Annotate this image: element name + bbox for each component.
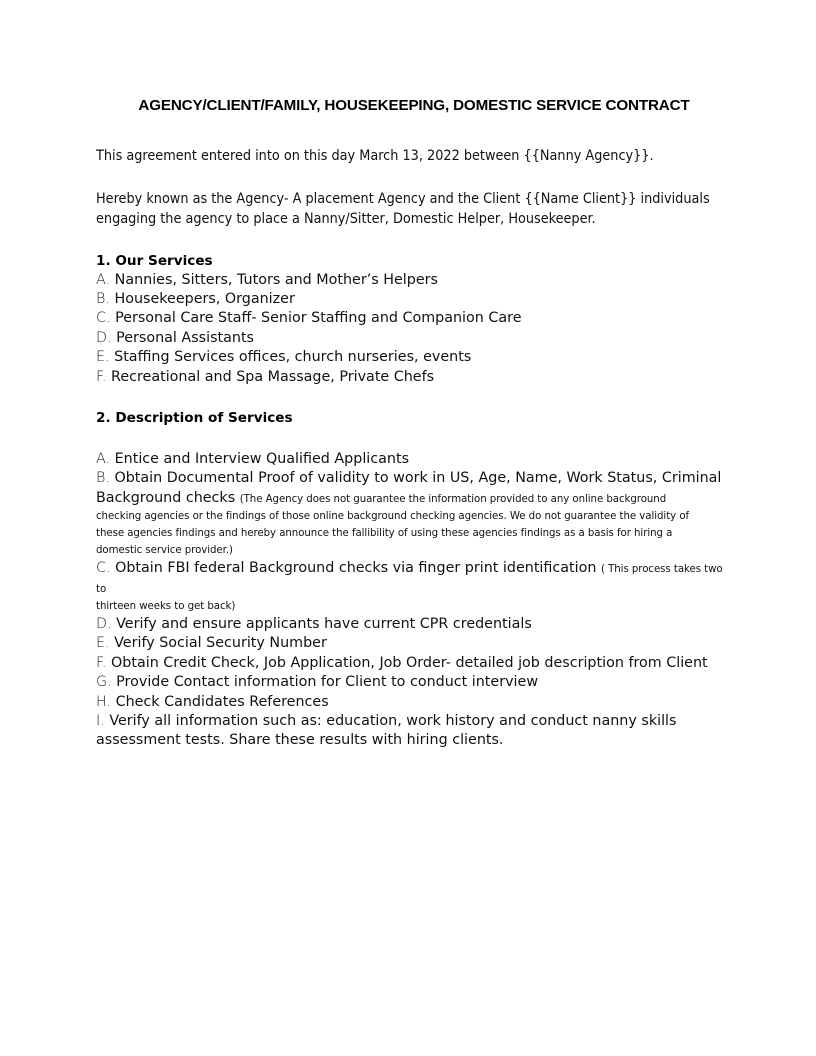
list-text: Verify and ensure applicants have current CPR credentials	[116, 615, 532, 632]
list-text: Recreational and Spa Massage, Private Chefs	[111, 368, 435, 385]
spacer	[96, 116, 732, 146]
list-marker: E.	[96, 635, 110, 652]
list-item	[96, 290, 732, 309]
list-text: Staffing Services offices, church nurseries, events	[114, 349, 472, 366]
list-text: Obtain Credit Check, Job Application, Job Order- detailed job description from Client	[111, 654, 708, 671]
our-services-list	[96, 271, 732, 387]
fine-print-note: checking agencies or the findings of those online background checking agencies. We do not guarantee the validity of	[96, 511, 690, 523]
list-item	[96, 348, 732, 367]
list-marker: A.	[96, 271, 111, 288]
preamble-line-1: Hereby known as the Agency- A placement Agency and the Client {{Name Client}} individuals	[96, 190, 710, 207]
section-heading-description-of-services	[96, 409, 732, 428]
section-number: 2.	[96, 409, 111, 426]
list-marker: I.	[96, 713, 105, 729]
list-text: Obtain FBI federal Background checks via finger print identification	[115, 560, 597, 577]
spacer	[96, 230, 732, 252]
list-item	[96, 450, 732, 469]
spacer	[96, 167, 732, 189]
list-marker: F.	[96, 368, 107, 385]
fine-print-note: domestic service provider.)	[96, 545, 233, 557]
list-item	[96, 271, 732, 290]
list-marker: C.	[96, 560, 111, 577]
fine-print-note: these agencies findings and hereby announce the fallibility of using these agencies findings as a basis for hiring a	[96, 528, 673, 540]
list-marker: H.	[96, 693, 112, 710]
list-marker: C.	[96, 310, 111, 327]
list-marker: A.	[96, 450, 111, 467]
list-item	[96, 309, 732, 328]
list-marker: B.	[96, 290, 110, 307]
list-text: Personal Assistants	[116, 329, 255, 346]
list-text: Provide Contact information for Client to conduct interview	[116, 674, 539, 691]
list-item	[96, 368, 732, 387]
list-item	[96, 559, 732, 615]
list-text: Verify Social Security Number	[114, 635, 327, 652]
list-marker: D.	[96, 329, 112, 346]
list-text: Obtain Documental Proof of validity to work in US, Age, Name, Work Status, Criminal	[114, 470, 722, 487]
section-heading-our-services	[96, 252, 732, 271]
list-item	[96, 693, 732, 712]
list-text-continued: assessment tests. Share these results with hiring clients.	[96, 732, 504, 749]
list-text: Entice and Interview Qualified Applicants	[114, 450, 410, 467]
list-item	[96, 712, 732, 751]
list-text-continued: Background checks	[96, 489, 236, 506]
list-text: Nannies, Sitters, Tutors and Mother’s Helpers	[114, 271, 438, 288]
list-item	[96, 673, 732, 692]
list-item	[96, 469, 732, 559]
intro-paragraph: This agreement entered into on this day March 13, 2022 between {{Nanny Agency}}.	[96, 148, 654, 164]
list-marker: E.	[96, 349, 110, 366]
list-text: Housekeepers, Organizer	[114, 290, 295, 307]
preamble-line-2: engaging the agency to place a Nanny/Sitter, Domestic Helper, Housekeeper.	[96, 211, 596, 227]
spacer	[96, 387, 732, 409]
spacer	[96, 428, 732, 450]
list-marker: F.	[96, 654, 107, 671]
list-marker: B.	[96, 470, 110, 487]
list-marker: G.	[96, 674, 112, 691]
section-number: 1.	[96, 252, 111, 269]
list-marker: D.	[96, 615, 112, 632]
page-title: AGENCY/CLIENT/FAMILY, HOUSEKEEPING, DOMESTIC SERVICE CONTRACT	[138, 97, 690, 114]
document-body	[96, 96, 732, 751]
list-text: Personal Care Staff- Senior Staffing and Companion Care	[115, 310, 522, 327]
fine-print-note: ( This process takes two to	[96, 564, 723, 595]
section-title: Description of Services	[115, 409, 293, 426]
section-title: Our Services	[115, 252, 213, 269]
list-item	[96, 615, 732, 634]
fine-print-note: thirteen weeks to get back)	[96, 600, 236, 612]
description-of-services-list	[96, 450, 732, 751]
list-item	[96, 654, 732, 673]
list-text: Verify all information such as: education, work history and conduct nanny skills	[109, 713, 677, 729]
list-text: Check Candidates References	[115, 693, 329, 710]
list-item	[96, 329, 732, 348]
list-item	[96, 634, 732, 653]
fine-print-note: (The Agency does not guarantee the information provided to any online background	[239, 493, 667, 505]
